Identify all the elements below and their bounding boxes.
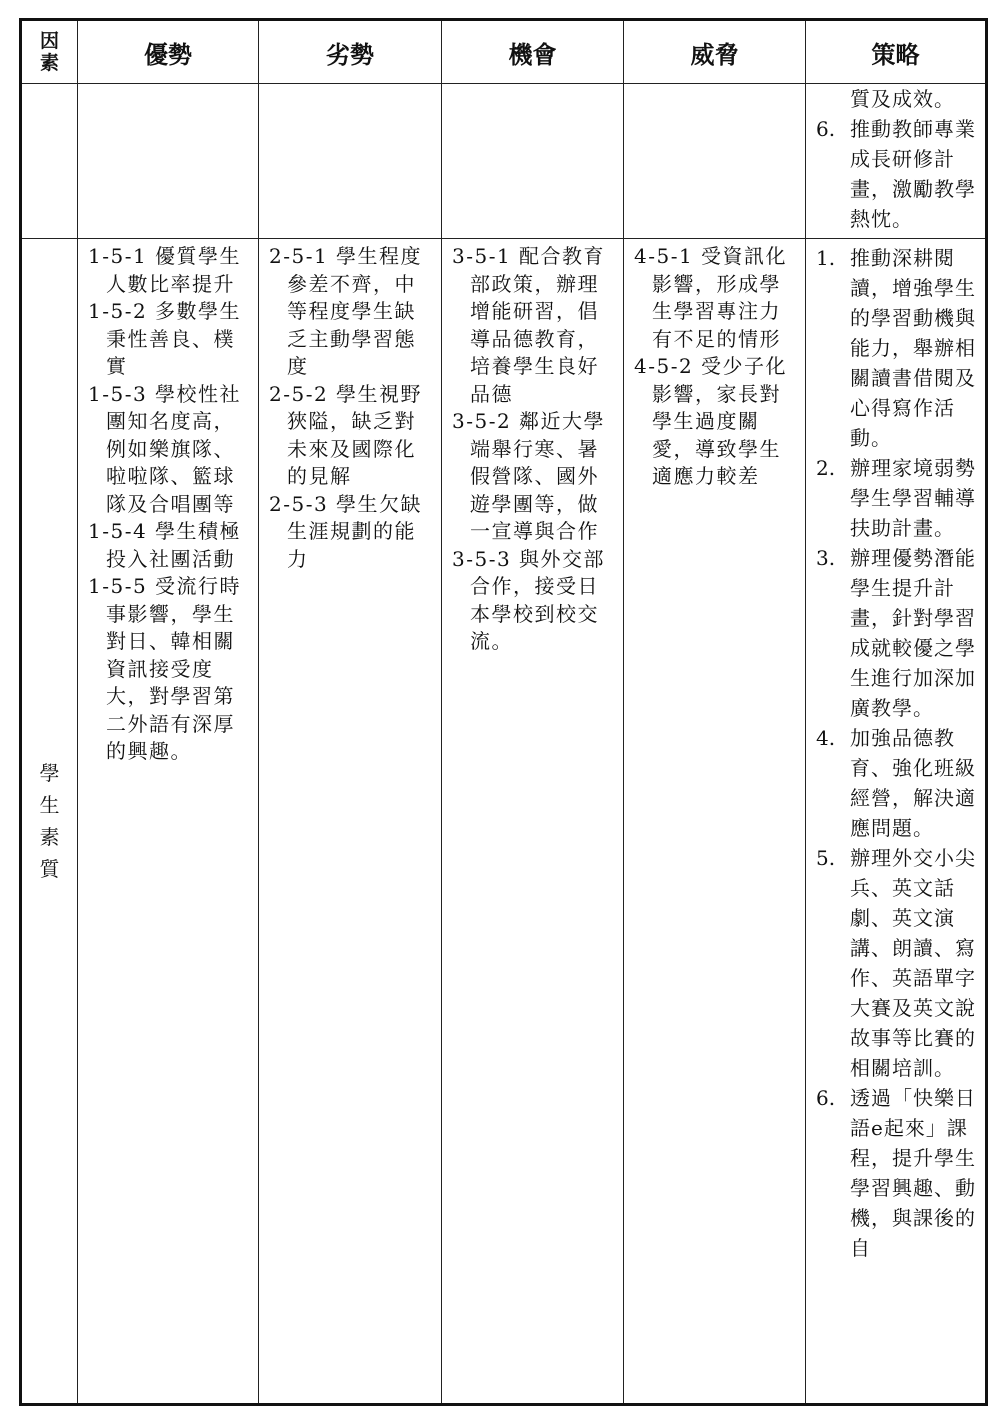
weakness-item [269,491,433,574]
strength-code: 1-5-3 [88,381,156,406]
strength-item [88,518,250,573]
strength-text: 學生積極投入社團活動 [106,519,242,571]
weaknesses-list [259,239,441,573]
strength-item [88,243,250,298]
strategies-cell [806,239,987,1405]
strengths-cell [78,239,259,1405]
strategy-item [816,543,979,723]
strength-text: 受流行時事影響，學生對日、韓相關資訊接受度大，對學習第二外語有深厚的興趣。 [106,574,242,763]
weaknesses-cell-empty [259,84,442,239]
threat-item [634,243,797,353]
strategies-cell-continued [806,84,987,239]
weakness-text: 學生程度參差不齊，中等程度學生缺乏主動學習態度 [287,244,423,378]
strength-item [88,381,250,519]
strategy-number: 4. [816,726,836,750]
threat-item [634,353,797,491]
strategy-item [816,843,979,1083]
opportunity-code: 3-5-2 [452,409,520,433]
opportunities-cell-empty [442,84,624,239]
strength-text: 優質學生人數比率提升 [106,244,242,296]
strategy-text: 辦理優勢潛能學生提升計畫，針對學習成就較優之學生進行加深加廣教學。 [850,546,976,720]
continued-row [21,84,987,239]
strategy-number: 3. [816,546,836,570]
strategy-item [816,453,979,543]
strategies-list [806,239,985,1263]
strategy-item [816,723,979,843]
strategy-number: 6. [816,117,836,141]
factor-student-quality: 學生素質 [21,239,78,1405]
weakness-text: 學生視野狹隘，缺乏對未來及國際化的見解 [287,381,423,488]
weakness-item [269,243,433,381]
strategy-number: 2. [816,456,836,480]
opportunity-item [452,408,615,546]
strength-code: 1-5-4 [88,519,156,543]
header-row [21,20,987,84]
threat-text: 受少子化影響，家長對學生過度關愛，導致學生適應力較差 [652,354,788,488]
weaknesses-cell [259,239,442,1405]
threat-text: 受資訊化影響，形成學生學習專注力有不足的情形 [652,244,788,351]
header-strengths: 優勢 [78,20,259,84]
strength-code: 1-5-2 [88,299,156,323]
opportunity-code: 3-5-3 [452,546,520,571]
opportunity-item [452,546,615,656]
weakness-text: 學生欠缺生涯規劃的能力 [287,491,423,571]
strength-item [88,298,250,381]
header-weaknesses: 劣勢 [259,20,442,84]
opportunity-text: 與外交部合作，接受日本學校到校交流。 [470,546,606,653]
threats-list [624,239,805,491]
strategy-item [816,243,979,453]
weakness-code: 2-5-3 [269,491,337,516]
opportunity-text: 鄰近大學端舉行寒、暑假營隊、國外遊學團等，做一宣導與合作 [470,409,606,543]
strategy-text: 辦理外交小尖兵、英文話劇、英文演講、朗讀、寫作、英語單字大賽及英文說故事等比賽的相關培訓。 [850,846,976,1080]
document-page [19,18,985,1406]
strength-item [88,573,250,766]
factor-cell-empty [21,84,78,239]
strategy-item [816,114,979,234]
strategy-text: 推動教師專業成長研修計畫，激勵教學熱忱。 [850,117,976,231]
strategy-continued-text: 質及成效。 [850,87,955,111]
threats-cell-empty [624,84,806,239]
weakness-code: 2-5-1 [269,244,337,268]
strength-code: 1-5-1 [88,244,156,268]
threat-code: 4-5-1 [634,244,702,268]
strategy-item [816,1083,979,1263]
strategy-number: 1. [816,246,836,270]
strategy-text: 加強品德教育、強化班級經營，解決適應問題。 [850,726,976,840]
strategy-number: 5. [816,846,836,870]
swot-table [19,18,988,1406]
header-strategies: 策略 [806,20,987,84]
strategy-number: 6. [816,1086,836,1110]
strategy-text: 透過「快樂日語e起來」課程，提升學生學習興趣、動機，與課後的自 [850,1086,976,1260]
strengths-list [78,239,258,766]
header-threats: 威脅 [624,20,806,84]
opportunities-cell [442,239,624,1405]
threats-cell [624,239,806,1405]
opportunity-item [452,243,615,408]
student-quality-row [21,239,987,1405]
opportunity-code: 3-5-1 [452,244,520,268]
threat-code: 4-5-2 [634,354,702,378]
opportunity-text: 配合教育部政策，辦理增能研習，倡導品德教育，培養學生良好品德 [470,244,606,406]
weakness-item [269,381,433,491]
strengths-cell-empty [78,84,259,239]
header-factor: 因素 [21,20,78,84]
strategy-text: 推動深耕閱讀，增強學生的學習動機與能力，舉辦相關讀書借閱及心得寫作活動。 [850,246,976,450]
strength-text: 多數學生秉性善良、樸實 [106,299,242,378]
strategy-text: 辦理家境弱勢學生學習輔導扶助計畫。 [850,456,976,540]
opportunities-list [442,239,623,656]
strength-text: 學校性社團知名度高，例如樂旗隊、啦啦隊、籃球隊及合唱團等 [106,381,242,516]
weakness-code: 2-5-2 [269,381,337,406]
strength-code: 1-5-5 [88,574,156,598]
header-opportunities: 機會 [442,20,624,84]
